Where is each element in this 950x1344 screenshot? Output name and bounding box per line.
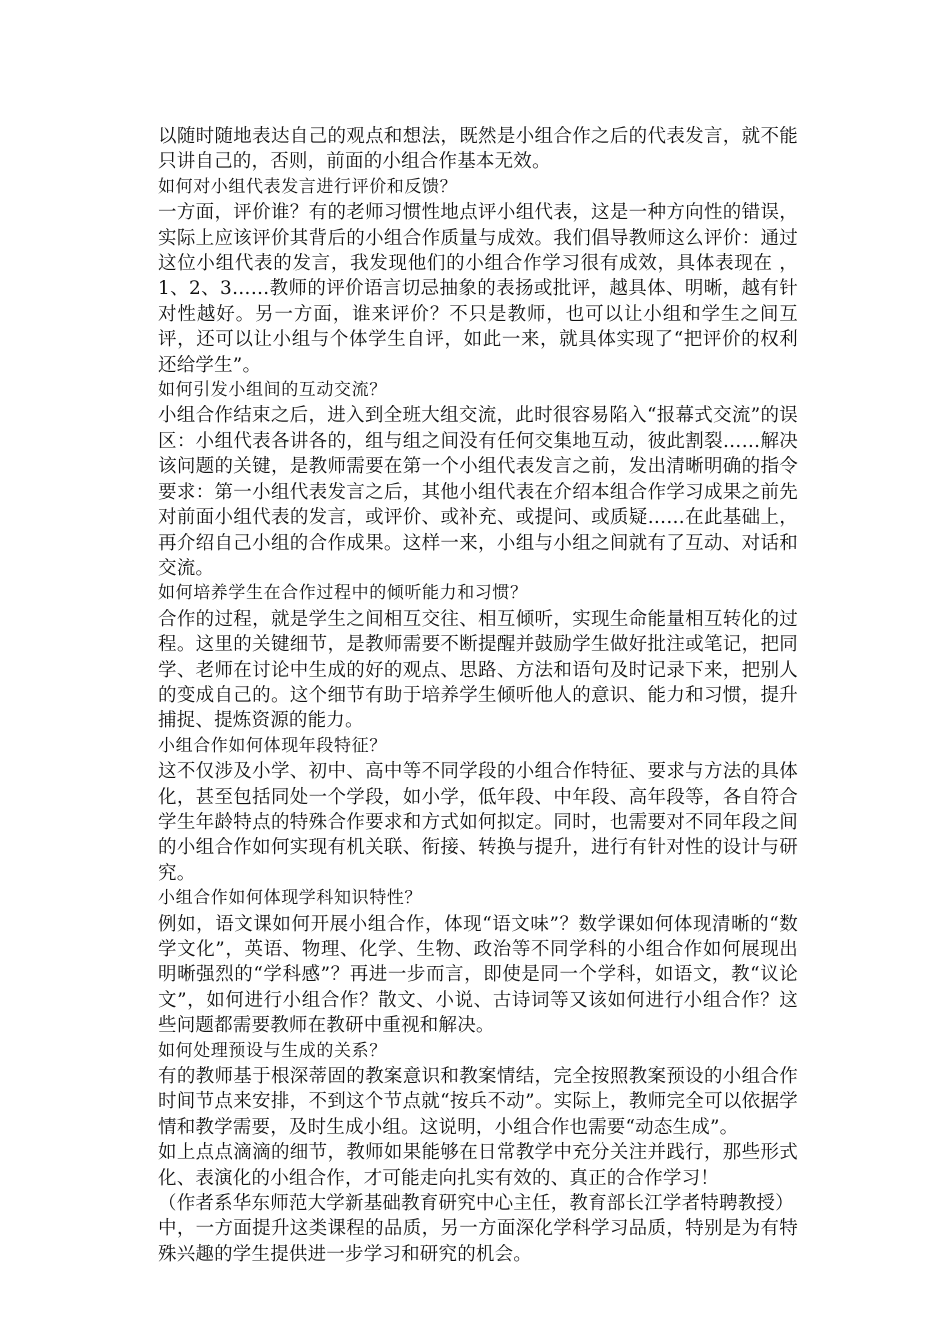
paragraph: 一方面，评价谁？有的老师习惯性地点评小组代表，这是一种方向性的错误，实际上应该评价其背后的小组合作质量与成效。我们倡导教师这么评价：通过这位小组代表的发言，我发现他们的小组合作学习很有成效，具体表现在 ，1、2、3……教师的评价语言切忌抽象的表扬或批评，越具体、明晰，越有针对性越好。另一方面，谁来评价？不只是教师，也可以让小组和学生之间互评，还可以让小组与个体学生自评，如此一来，就具体实现了“把评价的权利还给学生”。 <box>158 202 798 376</box>
section-heading: 如何引发小组间的互动交流？ <box>158 380 387 401</box>
author-note: （作者系华东师范大学新基础教育研究中心主任，教育部长江学者特聘教授） <box>158 1193 794 1215</box>
section-heading: 小组合作如何体现学科知识特性？ <box>158 888 422 909</box>
section-heading: 如何培养学生在合作过程中的倾听能力和习惯？ <box>158 583 528 604</box>
paragraph: 小组合作结束之后，进入到全班大组交流，此时很容易陷入“报幕式交流”的误区：小组代表各讲各的，组与组之间没有任何交集地互动，彼此割裂……解决该问题的关键，是教师需要在第一个小组代表发言之前，发出清晰明确的指令要求：第一小组代表发言之后，其他小组代表在介绍本组合作学习成果之前先对前面小组代表的发言，或评价、或补充、或提问、或质疑……在此基础上，再介绍自己小组的合作成果。这样一来，小组与小组之间就有了互动、对话和交流。 <box>158 405 798 579</box>
paragraph: 以随时随地表达自己的观点和想法，既然是小组合作之后的代表发言，就不能只讲自己的，否则，前面的小组合作基本无效。 <box>158 126 798 173</box>
section-heading: 小组合作如何体现年段特征？ <box>158 735 387 756</box>
document-body <box>158 124 798 1267</box>
paragraph: 合作的过程，就是学生之间相互交往、相互倾听，实现生命能量相互转化的过程。这里的关键细节，是教师需要不断提醒并鼓励学生做好批注或笔记，把同学、老师在讨论中生成的好的观点、思路、方法和语句及时记录下来，把别人的变成自己的。这个细节有助于培养学生倾听他人的意识、能力和习惯，提升捕捉、提炼资源的能力。 <box>158 608 798 732</box>
paragraph: 如上点点滴滴的细节，教师如果能够在日常教学中充分关注并践行，那些形式化、表演化的小组合作，才可能走向扎实有效的、真正的合作学习！ <box>158 1142 798 1189</box>
paragraph: 这不仅涉及小学、初中、高中等不同学段的小组合作特征、要求与方法的具体化，甚至包括同处一个学段，如小学，低年段、中年段、高年段等，各自符合学生年龄特点的特殊合作要求和方式如何拟定。同时，也需要对不同年段之间的小组合作如何实现有机关联、衔接、转换与提升，进行有针对性的设计与研究。 <box>158 761 798 884</box>
paragraph: 例如，语文课如何开展小组合作，体现“语文味”？数学课如何体现清晰的“数学文化”，英语、物理、化学、生物、政治等不同学科的小组合作如何展现出明晰强烈的“学科感”？再进一步而言，即使是同一个学科，如语文，教“议论文”，如何进行小组合作？散文、小说、古诗词等又该如何进行小组合作？这些问题都需要教师在教研中重视和解决。 <box>158 913 798 1037</box>
paragraph: 有的教师基于根深蒂固的教案意识和教案情结，完全按照教案预设的小组合作时间节点来安排，不到这个节点就“按兵不动”。实际上，教师完全可以依据学情和教学需要，及时生成小组。这说明，小组合作也需要“动态生成”。 <box>158 1066 798 1138</box>
section-heading: 如何处理预设与生成的关系？ <box>158 1040 387 1061</box>
paragraph: 中，一方面提升这类课程的品质，另一方面深化学科学习品质，特别是为有特殊兴趣的学生提供进一步学习和研究的机会。 <box>158 1218 798 1265</box>
section-heading: 如何对小组代表发言进行评价和反馈？ <box>158 176 458 197</box>
